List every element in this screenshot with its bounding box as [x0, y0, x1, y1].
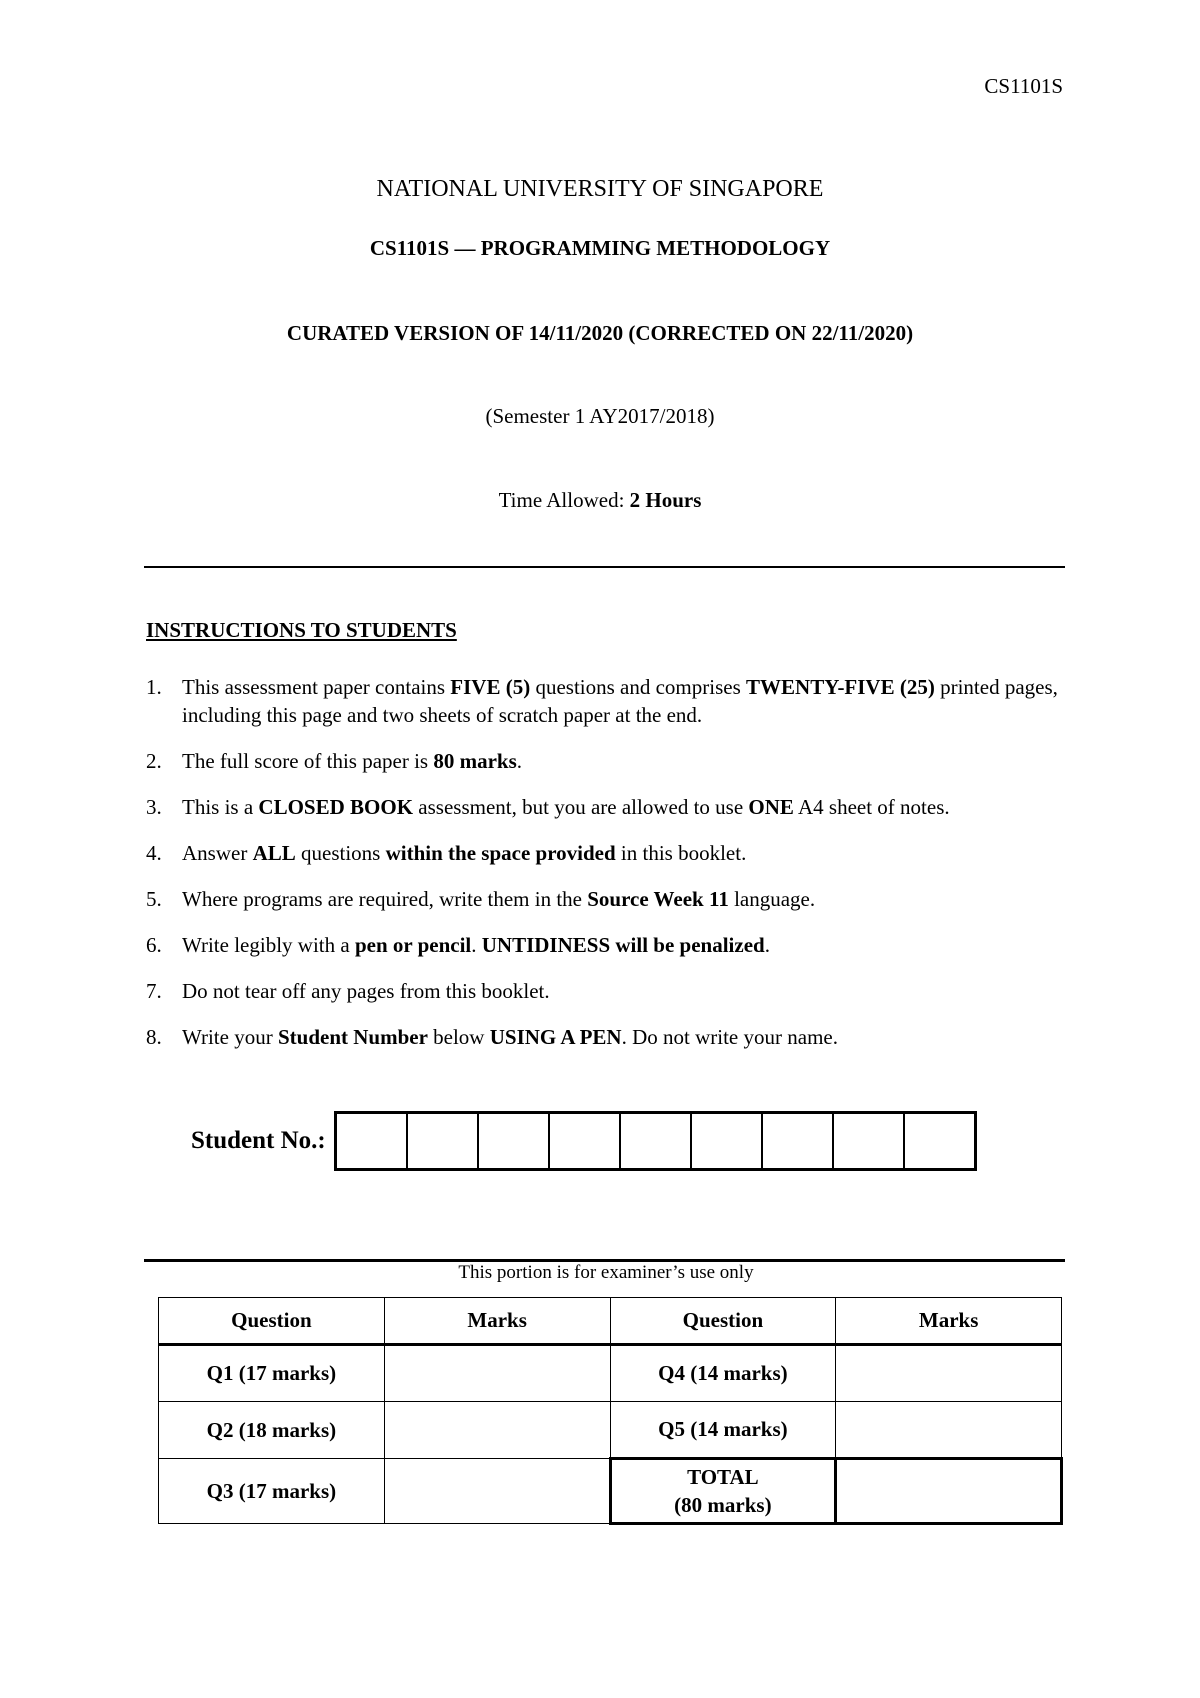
instruction-text: [182, 977, 1071, 1005]
total-cell: [610, 1459, 836, 1524]
instruction-emphasis: TWENTY-FIVE (25): [746, 675, 935, 699]
instruction-emphasis: Source Week 11: [587, 887, 729, 911]
student-number-section: [191, 1111, 977, 1171]
time-allowed: [0, 488, 1200, 513]
instruction-number: 1.: [146, 675, 162, 699]
instruction-emphasis: Student Number: [277, 1025, 428, 1049]
student-number-box[interactable]: [548, 1114, 619, 1168]
instruction-number: 3.: [146, 795, 162, 819]
question-cell-q2: Q2 (18 marks): [159, 1402, 385, 1459]
instruction-fragment: Write your: [182, 1025, 278, 1049]
instruction-emphasis: within the space provided: [385, 841, 616, 865]
table-row: [159, 1459, 1062, 1524]
question-cell-q1: Q1 (17 marks): [159, 1345, 385, 1402]
instruction-text: [182, 931, 1071, 959]
instructions-list: [146, 673, 1071, 1069]
instruction-text: [182, 1023, 1071, 1051]
instruction-emphasis: USING A PEN: [489, 1025, 622, 1049]
instruction-number: 7.: [146, 979, 162, 1003]
instruction-text: [182, 839, 1071, 867]
instruction-fragment: in this booklet.: [615, 841, 747, 865]
instruction-emphasis: ONE: [748, 795, 794, 819]
instruction-fragment: questions: [295, 841, 386, 865]
student-number-box[interactable]: [406, 1114, 477, 1168]
instruction-fragment: Write legibly with a: [182, 933, 355, 957]
instruction-fragment: .: [471, 933, 482, 957]
divider-top: [144, 566, 1065, 568]
header-question-1: Question: [159, 1298, 385, 1345]
header-question-2: Question: [610, 1298, 836, 1345]
student-number-box[interactable]: [477, 1114, 548, 1168]
instruction-fragment: A4 sheet of notes.: [793, 795, 950, 819]
instruction-text: [182, 747, 1071, 775]
instruction-fragment: language.: [728, 887, 816, 911]
instruction-emphasis: 80 marks: [433, 749, 517, 773]
instruction-fragment: This is a: [182, 795, 259, 819]
instruction-item-4: [146, 839, 1071, 867]
header-marks-1: Marks: [384, 1298, 610, 1345]
instruction-emphasis: pen or pencil: [354, 933, 472, 957]
instruction-fragment: .: [764, 933, 770, 957]
instruction-fragment: Where programs are required, write them in the: [182, 887, 588, 911]
instruction-fragment: Do not tear off any pages from this booklet.: [182, 979, 550, 1003]
course-code-header: CS1101S: [984, 74, 1063, 98]
instruction-fragment: assessment, but you are allowed to use: [413, 795, 749, 819]
marks-table: [158, 1297, 1063, 1525]
question-cell-q5: Q5 (14 marks): [610, 1402, 836, 1459]
curated-version: CURATED VERSION OF 14/11/2020 (CORRECTED ON 22/11/2020): [286, 321, 914, 345]
marks-cell-q5: [836, 1402, 1062, 1459]
instruction-number: 2.: [146, 749, 162, 773]
instruction-item-5: [146, 885, 1071, 913]
instruction-number: 6.: [146, 933, 162, 957]
student-number-label: Student No.:: [191, 1127, 326, 1154]
instruction-emphasis: FIVE (5): [450, 675, 531, 699]
instruction-fragment: Answer: [182, 841, 253, 865]
instruction-item-3: [146, 793, 1071, 821]
instruction-text: [182, 673, 1071, 729]
instruction-fragment: .: [516, 749, 523, 773]
student-number-box[interactable]: [690, 1114, 761, 1168]
student-number-box[interactable]: [619, 1114, 690, 1168]
instruction-text: [182, 793, 1071, 821]
question-cell-q4: Q4 (14 marks): [610, 1345, 836, 1402]
instruction-text: [182, 885, 1071, 913]
semester-info: (Semester 1 AY2017/2018): [485, 404, 715, 428]
instruction-emphasis: CLOSED BOOK: [258, 795, 414, 819]
instruction-item-6: [146, 931, 1071, 959]
total-label: TOTAL: [687, 1465, 759, 1489]
marks-cell-total: [836, 1459, 1062, 1524]
marks-cell-q3: [384, 1459, 610, 1524]
instruction-emphasis: ALL: [252, 841, 296, 865]
student-number-boxes: [334, 1111, 977, 1171]
table-row: [159, 1345, 1062, 1402]
examiner-note: This portion is for examiner’s use only: [458, 1262, 754, 1283]
instruction-fragment: printed pages, including this page and two sheets of scratch paper at the end.: [182, 675, 1058, 727]
header-marks-2: Marks: [836, 1298, 1062, 1345]
university-title: NATIONAL UNIVERSITY OF SINGAPORE: [376, 176, 824, 202]
instruction-number: 4.: [146, 841, 162, 865]
instruction-fragment: below: [427, 1025, 490, 1049]
time-allowed-label: Time Allowed:: [498, 488, 630, 512]
instruction-fragment: . Do not write your name.: [621, 1025, 838, 1049]
instruction-fragment: questions and comprises: [530, 675, 747, 699]
instruction-item-8: [146, 1023, 1071, 1051]
course-title: CS1101S — PROGRAMMING METHODOLOGY: [369, 236, 831, 260]
table-row: [159, 1402, 1062, 1459]
instruction-item-2: [146, 747, 1071, 775]
question-cell-q3: Q3 (17 marks): [159, 1459, 385, 1524]
time-allowed-value: 2 Hours: [629, 488, 702, 512]
instruction-fragment: This assessment paper contains: [182, 675, 451, 699]
instruction-item-1: [146, 673, 1071, 729]
instruction-emphasis: UNTIDINESS will be penalized: [481, 933, 765, 957]
student-number-box[interactable]: [761, 1114, 832, 1168]
instructions-heading: INSTRUCTIONS TO STUDENTS: [146, 618, 457, 642]
instruction-item-7: [146, 977, 1071, 1005]
student-number-box[interactable]: [903, 1114, 974, 1168]
marks-table-header: [159, 1298, 1062, 1345]
marks-cell-q4: [836, 1345, 1062, 1402]
marks-cell-q2: [384, 1402, 610, 1459]
instruction-number: 8.: [146, 1025, 162, 1049]
total-marks-label: (80 marks): [674, 1493, 772, 1517]
student-number-box[interactable]: [832, 1114, 903, 1168]
student-number-box[interactable]: [337, 1114, 406, 1168]
instruction-number: 5.: [146, 887, 162, 911]
instruction-fragment: The full score of this paper is: [182, 749, 434, 773]
marks-cell-q1: [384, 1345, 610, 1402]
